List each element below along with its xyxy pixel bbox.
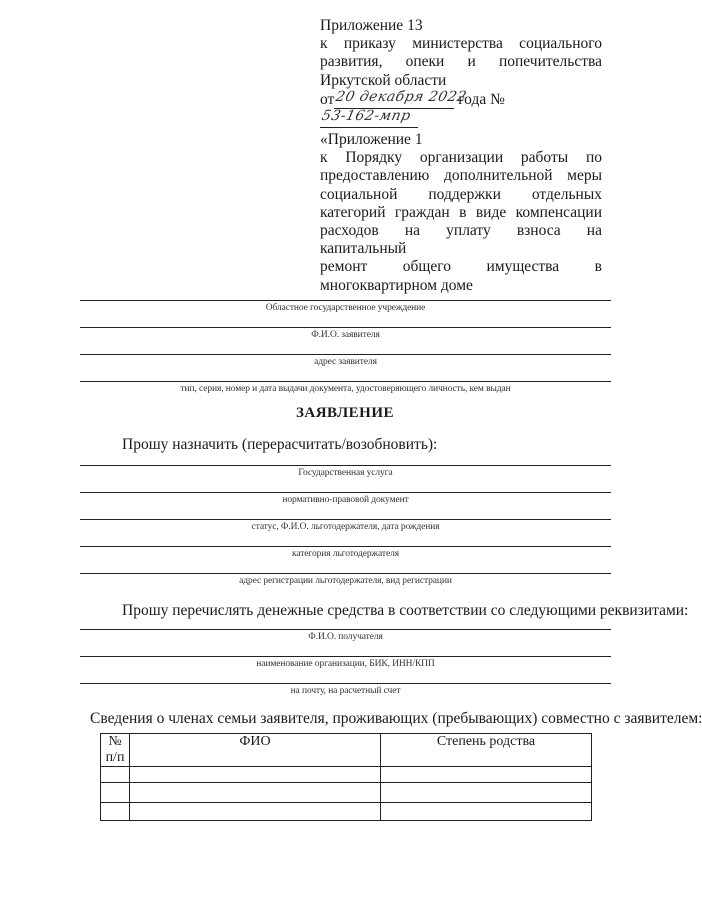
table-row[interactable] [101, 803, 592, 821]
field-caption: тип, серия, номер и дата выдачи документа, удостоверяющего личность, кем выдан [180, 384, 511, 394]
field-caption: на почту, на расчетный счет [290, 686, 401, 696]
table-header-row [101, 734, 592, 767]
appendix-line: к Порядку организации работы по [320, 149, 602, 167]
field-caption: категория льготодержателя [292, 549, 399, 559]
header-line: к приказу министерства социального [320, 35, 602, 53]
appendix-1-title: «Приложение 1 [320, 131, 423, 148]
field-caption: наименование организации, БИК, ИНН/КПП [256, 659, 435, 669]
request-text: Прошу назначить (перерасчитать/возобновить): [122, 436, 438, 453]
col-name-header: ФИО [130, 734, 381, 767]
beneficiary-address-field[interactable] [80, 573, 611, 597]
transfer-text: Прошу перечислять денежные средства в соответствии со следующими реквизитами: [122, 602, 689, 619]
field-caption: Ф.И.О. получателя [308, 632, 383, 642]
handwritten-date: 20 декабря 2022 [334, 88, 469, 105]
header-line: Иркутской области [320, 71, 447, 89]
handwritten-number: 53-162-мпр [320, 107, 413, 124]
number-signature-field [320, 109, 418, 128]
field-caption: нормативно-правовой документ [282, 495, 409, 505]
table-row[interactable] [101, 783, 592, 803]
family-members-table [100, 733, 592, 821]
field-caption: Государственная услуга [298, 468, 393, 478]
field-caption: Областное государственное учреждение [265, 303, 426, 313]
field-caption: адрес регистрации льготодержателя, вид регистрации [239, 576, 452, 586]
appendix-13-label: Приложение 13 [320, 17, 423, 34]
header-line: развития, опеки и попечительства [320, 53, 602, 71]
col-number-header [101, 734, 130, 767]
service-field[interactable] [80, 465, 611, 489]
recipient-name-field[interactable] [80, 629, 611, 653]
table-row[interactable] [101, 767, 592, 783]
order-date-line [320, 90, 602, 128]
applicant-address-field[interactable] [80, 354, 611, 378]
appendix-line: расходов на уплату взноса на капитальный [320, 222, 602, 258]
field-caption: адрес заявителя [314, 357, 377, 367]
appendix-1-header [320, 131, 602, 295]
col-number-line: № [108, 734, 122, 749]
date-prefix: от [320, 90, 335, 108]
beneficiary-category-field[interactable] [80, 546, 611, 570]
appendix-line: ремонт общего имущества в [320, 258, 602, 276]
payment-method-field[interactable] [80, 683, 611, 707]
organization-requisites-field[interactable] [80, 656, 611, 680]
year-number-label: года № [458, 90, 505, 108]
legal-document-field[interactable] [80, 492, 611, 516]
appendix-line: многоквартирном доме [320, 276, 473, 294]
statement-title: ЗАЯВЛЕНИЕ [295, 405, 395, 421]
order-header [320, 17, 602, 128]
appendix-line: категорий граждан в виде компенсации [320, 203, 602, 221]
appendix-line: предоставлению дополнительной меры [320, 167, 602, 185]
identity-document-field[interactable] [80, 381, 611, 405]
beneficiary-status-field[interactable] [80, 519, 611, 543]
institution-field[interactable] [80, 300, 611, 324]
applicant-name-field[interactable] [80, 327, 611, 351]
field-caption: Ф.И.О. заявителя [311, 330, 380, 340]
appendix-line: социальной поддержки отдельных [320, 185, 602, 203]
field-caption: статус, Ф.И.О. льготодержателя, дата рождения [251, 522, 440, 532]
date-signature-field [334, 88, 469, 109]
col-relation-header: Степень родства [381, 734, 592, 767]
col-number-line: п/п [105, 750, 125, 765]
family-text: Сведения о членах семьи заявителя, проживающих (пребывающих) совместно с заявителем: [90, 710, 702, 727]
